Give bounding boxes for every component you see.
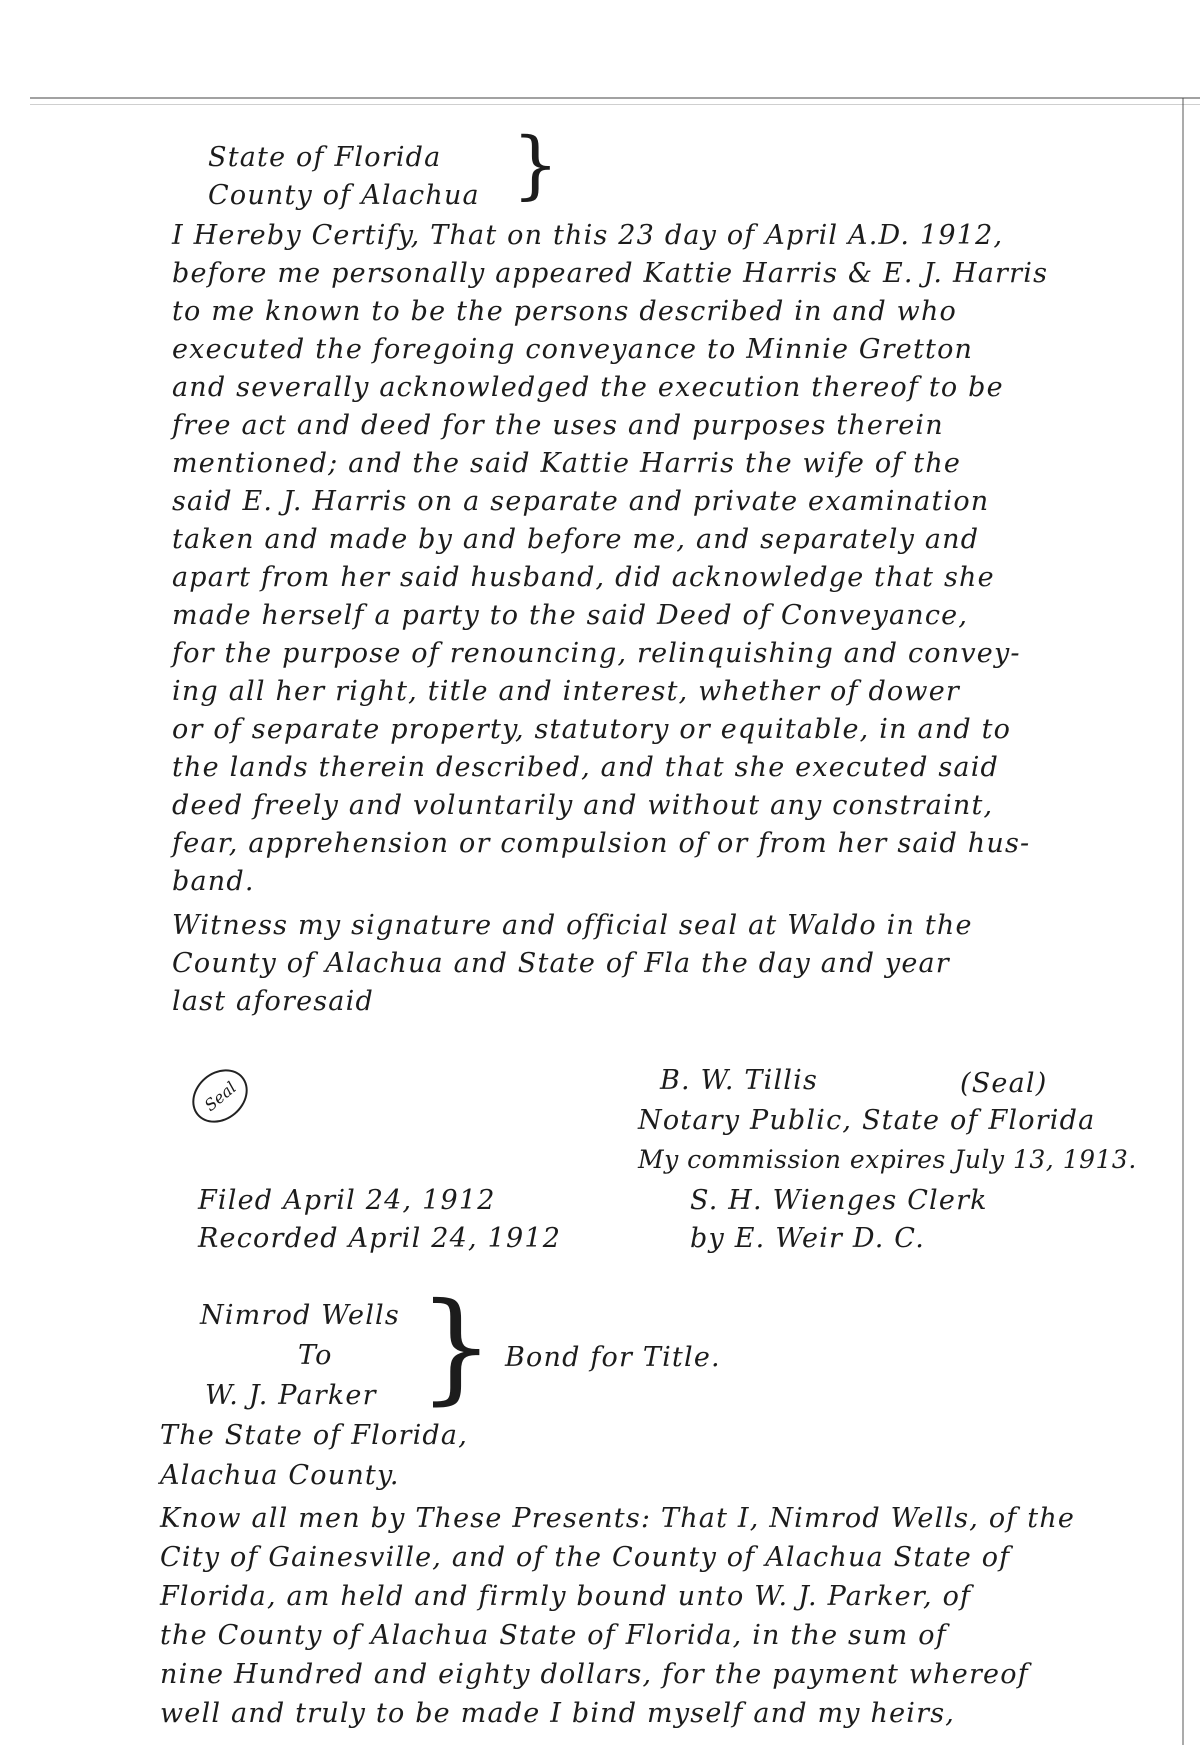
ack-line: the lands therein described, and that she executed said: [172, 752, 1000, 783]
notary-title: Notary Public, State of Florida: [638, 1105, 1096, 1136]
bond-line: Florida, am held and firmly bound unto W. J. Parker, of: [160, 1581, 972, 1612]
venue-state: State of Florida: [208, 142, 442, 173]
notary-signature: B. W. Tillis: [660, 1065, 819, 1096]
ack-line: to me known to be the persons described in and who: [172, 296, 958, 327]
ack-line: or of separate property, statutory or equitable, in and to: [172, 714, 1012, 745]
ack-line: made herself a party to the said Deed of Conveyance,: [172, 600, 969, 631]
notary-commission: My commission expires July 13, 1913.: [638, 1145, 1137, 1174]
witness-line: County of Alachua and State of Fla the day and year: [172, 948, 950, 979]
bond-venue-county: Alachua County.: [160, 1460, 400, 1491]
ack-line: for the purpose of renouncing, relinquishing and convey-: [172, 638, 1021, 669]
bond-line: Know all men by These Presents: That I, Nimrod Wells, of the: [160, 1503, 1076, 1534]
ack-line: mentioned; and the said Kattie Harris the wife of the: [172, 448, 962, 479]
ack-line: and severally acknowledged the execution thereof to be: [172, 372, 1004, 403]
ack-line: said E. J. Harris on a separate and private examination: [172, 486, 990, 517]
bond-title: Bond for Title.: [505, 1342, 721, 1373]
ack-line: free act and deed for the uses and purposes therein: [172, 410, 944, 441]
bond-party-to: W. J. Parker: [205, 1380, 377, 1411]
bond-to: To: [298, 1340, 333, 1371]
witness-line: last aforesaid: [172, 986, 374, 1017]
notary-seal-mark: (Seal): [960, 1068, 1048, 1099]
ack-line: apart from her said husband, did acknowledge that she: [172, 562, 995, 593]
ack-line: fear, apprehension or compulsion of or from her said hus-: [172, 828, 1031, 859]
deputy-clerk: by E. Weir D. C.: [690, 1223, 925, 1254]
seal-stamp-label: Seal: [200, 1077, 240, 1115]
bond-brace: }: [418, 1278, 495, 1417]
bond-line: City of Gainesville, and of the County of Alachua State of: [160, 1542, 1011, 1573]
top-rule-secondary: [30, 104, 1200, 105]
ack-line: executed the foregoing conveyance to Minnie Gretton: [172, 334, 974, 365]
seal-stamp: [182, 1058, 259, 1133]
ack-line: band.: [172, 866, 255, 897]
venue-brace: }: [512, 122, 560, 208]
recorded-date: Recorded April 24, 1912: [198, 1223, 562, 1254]
right-margin-rule: [1182, 98, 1184, 1745]
bond-line: the County of Alachua State of Florida, in the sum of: [160, 1620, 947, 1651]
top-rule: [30, 97, 1200, 99]
bond-party-from: Nimrod Wells: [200, 1300, 400, 1331]
ack-line: ing all her right, title and interest, whether of dower: [172, 676, 960, 707]
bond-line: well and truly to be made I bind myself and my heirs,: [160, 1698, 956, 1729]
filed-date: Filed April 24, 1912: [198, 1185, 496, 1216]
bond-line: nine Hundred and eighty dollars, for the payment whereof: [160, 1659, 1029, 1690]
ack-line: deed freely and voluntarily and without any constraint,: [172, 790, 994, 821]
clerk-name: S. H. Wienges Clerk: [690, 1185, 988, 1216]
venue-county: County of Alachua: [208, 180, 480, 211]
bond-venue-state: The State of Florida,: [160, 1420, 468, 1451]
ack-line: I Hereby Certify, That on this 23 day of April A.D. 1912,: [172, 220, 1004, 251]
witness-line: Witness my signature and official seal at Waldo in the: [172, 910, 973, 941]
ack-line: taken and made by and before me, and separately and: [172, 524, 980, 555]
ack-line: before me personally appeared Kattie Harris & E. J. Harris: [172, 258, 1049, 289]
